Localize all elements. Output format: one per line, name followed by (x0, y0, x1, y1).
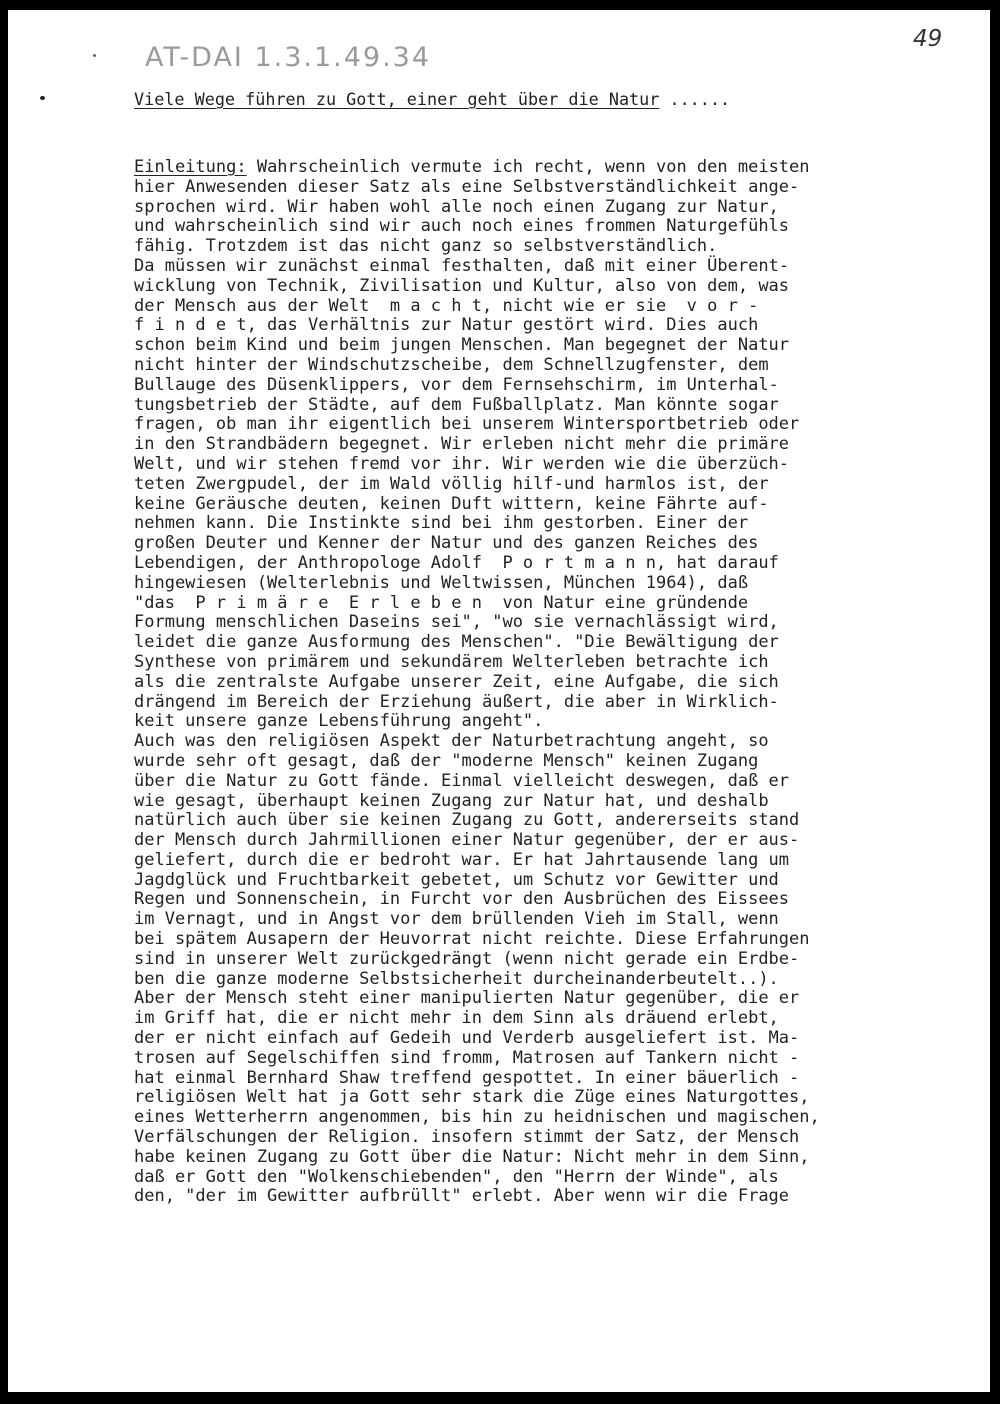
text-line-content: Wahrscheinlich vermute ich recht, wenn von den meisten (246, 157, 810, 177)
text-line: Jagdglück und Fruchtbarkeit gebetet, um Schutz vor Gewitter und (134, 869, 779, 890)
text-line: Aber der Mensch steht einer manipulierten Natur gegenüber, die er (134, 988, 800, 1009)
title-text: Viele Wege führen zu Gott, einer geht über die Natur (134, 89, 660, 109)
ink-mark (40, 96, 45, 100)
text-line: Welt, und wir stehen fremd vor ihr. Wir werden wie die überzüch- (134, 453, 790, 474)
pencil-mark (93, 54, 96, 57)
text-line: "das P r i m ä r e E r l e b e n von Natur eine gründende (134, 592, 749, 613)
text-line: tungsbetrieb der Städte, auf dem Fußballplatz. Man könnte sogar (134, 394, 779, 415)
text-line: wurde sehr oft gesagt, daß der "moderne Mensch" keinen Zugang (134, 750, 759, 771)
text-line: Synthese von primärem und sekundärem Welterleben betrachte ich (134, 651, 769, 672)
text-line: sind in unserer Welt zurückgedrängt (wenn nicht gerade ein Erdbe- (134, 948, 800, 969)
text-line: Formung menschlichen Daseins sei", "wo sie vernachlässigt wird, (134, 612, 779, 633)
text-line: als die zentralste Aufgabe unserer Zeit, eine Aufgabe, die sich (134, 671, 779, 692)
text-line: fähig. Trotzdem ist das nicht ganz so selbstverständlich. (134, 236, 718, 257)
text-line: leidet die ganze Ausformung des Menschen". "Die Bewältigung der (134, 632, 779, 653)
text-line (134, 158, 934, 178)
text-line: Lebendigen, der Anthropologe Adolf P o r t m a n n, hat darauf (134, 552, 779, 573)
text-line: großen Deuter und Kenner der Natur und des ganzen Reiches des (134, 533, 759, 554)
text-line: teten Zwergpudel, der im Wald völlig hilf-und harmlos ist, der (134, 473, 769, 494)
text-line: wie gesagt, überhaupt keinen Zugang zur Natur hat, und deshalb (134, 790, 769, 811)
text-line: im Vernagt, und in Angst vor dem brüllenden Vieh im Stall, wenn (134, 909, 779, 930)
text-line: der er nicht einfach auf Gedeih und Verderb ausgeliefert ist. Ma- (134, 1028, 800, 1049)
text-line: hat einmal Bernhard Shaw treffend gespottet. In einer bäuerlich - (134, 1067, 800, 1088)
text-line: nehmen kann. Die Instinkte sind bei ihm gestorben. Einer der (134, 513, 749, 534)
body-text (134, 158, 934, 1218)
text-line: keit unsere ganze Lebensführung angeht". (134, 711, 544, 732)
text-line: sprochen wird. Wir haben wohl alle noch einen Zugang zur Natur, (134, 196, 779, 217)
text-line: schon beim Kind und beim jungen Menschen. Man begegnet der Natur (134, 335, 790, 356)
text-line: nicht hinter der Windschutzscheibe, dem Schnellzugfenster, dem (134, 354, 769, 375)
text-line: trosen auf Segelschiffen sind fromm, Matrosen auf Tankern nicht - (134, 1047, 800, 1068)
text-line: Da müssen wir zunächst einmal festhalten, daß mit einer Überent- (134, 255, 790, 276)
text-line: drängend im Bereich der Erziehung äußert, die aber in Wirklich- (134, 691, 779, 712)
text-line: bei spätem Ausapern der Heuvorrat nicht reichte. Diese Erfahrungen (134, 929, 810, 950)
intro-label: Einleitung: (134, 157, 247, 177)
text-line: f i n d e t, das Verhältnis zur Natur gestört wird. Dies auch (134, 315, 759, 336)
text-line: wicklung von Technik, Zivilisation und Kultur, also von dem, was (134, 275, 790, 296)
text-line: religiösen Welt hat ja Gott sehr stark die Züge eines Naturgottes, (134, 1087, 810, 1108)
text-line: in den Strandbädern begegnet. Wir erleben nicht mehr die primäre (134, 434, 790, 455)
text-line: Regen und Sonnenschein, in Furcht vor den Ausbrüchen des Eissees (134, 889, 790, 910)
text-line: Auch was den religiösen Aspekt der Naturbetrachtung angeht, so (134, 731, 769, 752)
text-line: den, "der im Gewitter aufbrüllt" erlebt. Aber wenn wir die Frage (134, 1186, 790, 1207)
text-line: hingewiesen (Welterlebnis und Weltwissen, München 1964), daß (134, 572, 749, 593)
text-line: im Griff hat, die er nicht mehr in dem Sinn als dräuend erlebt, (134, 1008, 779, 1029)
text-line: ben die ganze moderne Selbstsicherheit durcheinanderbeutelt..). (134, 968, 779, 989)
text-line: hier Anwesenden dieser Satz als eine Selbstverständlichkeit ange- (134, 176, 800, 197)
text-line: und wahrscheinlich sind wir auch noch eines frommen Naturgefühls (134, 216, 790, 237)
text-line: geliefert, durch die er bedroht war. Er hat Jahrtausende lang um (134, 849, 790, 870)
text-line: der Mensch aus der Welt m a c h t, nicht wie er sie v o r - (134, 295, 759, 316)
text-line: fragen, ob man ihr eigentlich bei unserem Wintersportbetrieb oder (134, 414, 800, 435)
text-line: keine Geräusche deuten, keinen Duft wittern, keine Fährte auf- (134, 493, 769, 514)
text-line: habe keinen Zugang zu Gott über die Natur: Nicht mehr in dem Sinn, (134, 1146, 810, 1167)
title-trailer: ...... (659, 89, 731, 109)
text-line: daß er Gott den "Wolkenschiebenden", den "Herrn der Winde", als (134, 1166, 779, 1187)
document-title (134, 88, 894, 110)
archive-reference: AT-DAI 1.3.1.49.34 (145, 42, 432, 73)
text-line: der Mensch durch Jahrmillionen einer Natur gegenüber, der er aus- (134, 830, 800, 851)
text-line: Bullauge des Düsenklippers, vor dem Fernsehschirm, im Unterhal- (134, 374, 779, 395)
page-number: 49 (913, 26, 943, 52)
text-line: natürlich auch über sie keinen Zugang zu Gott, andererseits stand (134, 810, 800, 831)
text-line: Verfälschungen der Religion. insofern stimmt der Satz, der Mensch (134, 1127, 800, 1148)
text-line: über die Natur zu Gott fände. Einmal vielleicht deswegen, daß er (134, 770, 790, 791)
text-line: eines Wetterherrn angenommen, bis hin zu heidnischen und magischen, (134, 1107, 820, 1128)
